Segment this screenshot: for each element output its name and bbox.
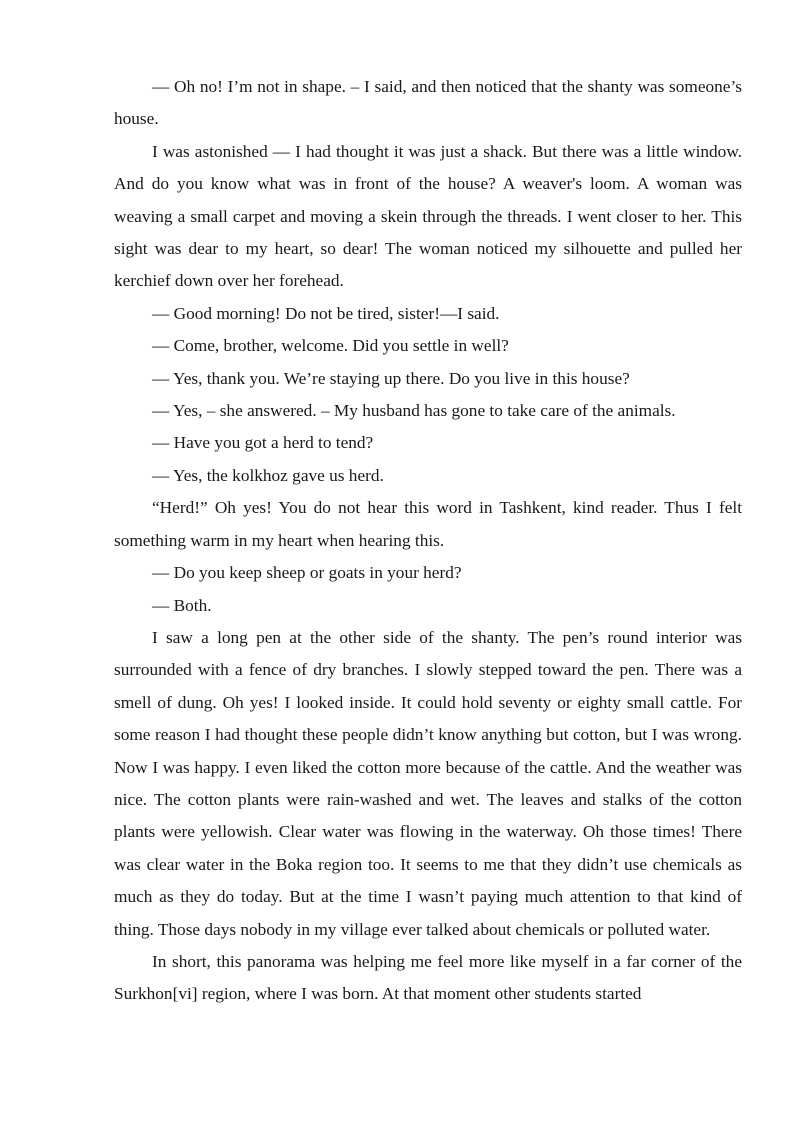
dialog-sheep-goats: — Do you keep sheep or goats in your herd?: [152, 563, 462, 583]
dialog-come-brother: — Come, brother, welcome. Did you settle in well?: [152, 336, 509, 356]
dialog-husband-animals: — Yes, – she answered. – My husband has gone to take care of the animals.: [152, 401, 676, 421]
paragraph-not-in-shape: — Oh no! I’m not in shape. – I said, and then noticed that the shanty was someone’s house.: [114, 77, 742, 129]
dialog-herd-question: — Have you got a herd to tend?: [152, 433, 374, 453]
paragraph-long-pen: I saw a long pen at the other side of the shanty. The pen’s round interior was surrounded with a fence of dry branches. I slowly stepped toward the pen. There was a smell of dung. Oh yes! I looked inside. It could hold seventy or eighty small cattle. For some reason I had thought these people didn’t know anything but cotton, but I was wrong. Now I was happy. I even liked the cotton more because of the cattle. And the weather was nice. The cotton plants were rain-washed and wet. The leaves and stalks of the cotton plants were yellowish. Clear water was flowing in the waterway. Oh those times! There was clear water in the Boka region too. It seems to me that they didn’t use chemicals as much as they do today. But at the time I wasn’t paying much attention to that kind of thing. Those days nobody in my village ever talked about chemicals or polluted water.: [114, 627, 742, 939]
paragraph-herd-tashkent: “Herd!” Oh yes! You do not hear this word in Tashkent, kind reader. Thus I felt something warm in my heart when hearing this.: [114, 498, 742, 550]
paragraph-panorama: In short, this panorama was helping me feel more like myself in a far corner of the Surkhon[vi] region, where I was born. At that moment other students started: [114, 951, 742, 1004]
dialog-good-morning: — Good morning! Do not be tired, sister!—I said.: [152, 303, 500, 323]
paragraph-weaver-loom: I was astonished — I had thought it was just a shack. But there was a little window. And do you know what was in front of the house? A weaver's loom. A woman was weaving a small carpet and moving a skein through the threads. I went closer to her. This sight was dear to my heart, so dear! The woman noticed my silhouette and pulled her kerchief down over her forehead.: [114, 141, 742, 291]
dialog-both: — Both.: [152, 595, 212, 615]
dialog-staying-up-there: — Yes, thank you. We’re staying up there. Do you live in this house?: [152, 368, 630, 388]
document-page: [114, 71, 742, 1011]
dialog-kolkhoz-herd: — Yes, the kolkhoz gave us herd.: [152, 465, 384, 485]
